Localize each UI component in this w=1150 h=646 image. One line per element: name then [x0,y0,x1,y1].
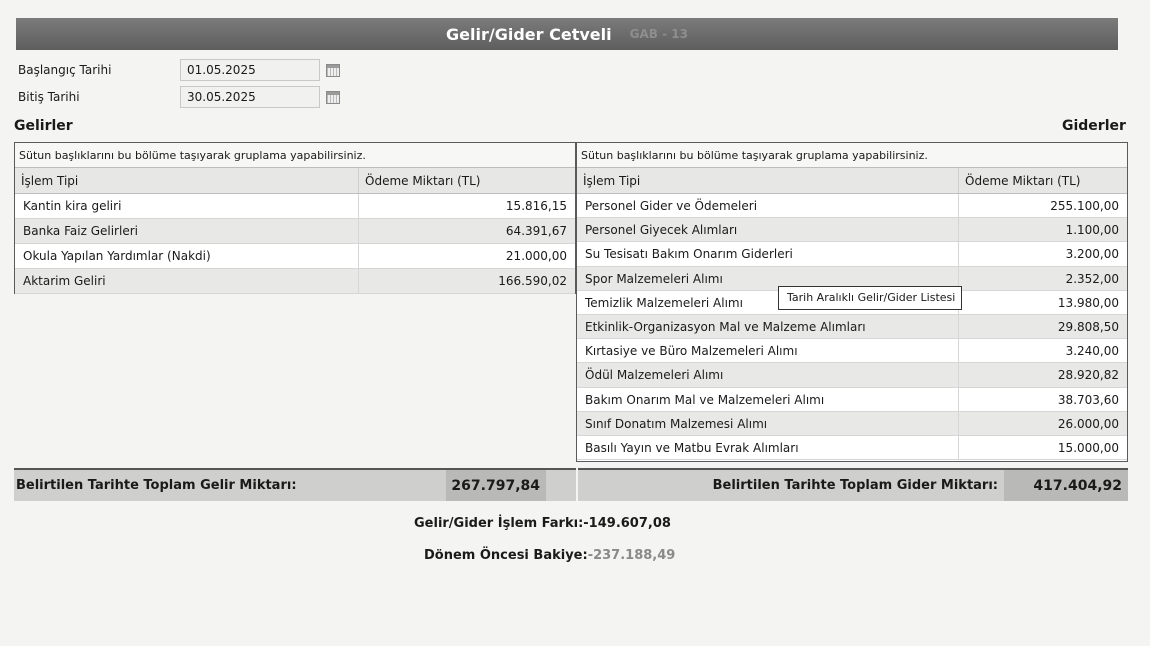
table-row[interactable] [15,244,575,269]
row-amount-cell: 21.000,00 [505,249,567,263]
gelirler-grid [14,142,576,294]
start-date-input[interactable]: 01.05.2025 [180,59,320,81]
row-type-cell: Su Tesisatı Bakım Onarım Giderleri [577,242,959,265]
row-type-cell: Kantin kira geliri [15,194,359,218]
difference-label: Gelir/Gider İşlem Farkı: [414,516,584,531]
table-row[interactable] [15,194,575,219]
table-row[interactable] [577,388,1127,412]
giderler-header-row [577,168,1127,194]
row-type-cell: Spor Malzemeleri Alımı [577,267,959,290]
row-amount-cell: 29.808,50 [1057,319,1119,334]
row-type-cell: Personel Gider ve Ödemeleri [577,194,959,217]
row-type-cell: Banka Faiz Gelirleri [15,219,359,243]
table-row[interactable] [577,194,1127,218]
table-row[interactable] [577,218,1127,242]
table-row[interactable] [577,363,1127,387]
row-amount-cell: 64.391,67 [505,224,567,238]
row-amount-cell: 26.000,00 [1057,416,1119,431]
row-amount-cell: 2.352,00 [1065,271,1119,286]
difference-summary [414,516,671,531]
giderler-heading: Giderler [1062,118,1126,134]
gelir-total-label: Belirtilen Tarihte Toplam Gelir Miktarı: [16,478,297,493]
end-date-label: Bitiş Tarihi [18,90,80,104]
gider-total-bar [578,468,1128,501]
table-row[interactable] [577,412,1127,436]
balance-summary [424,548,675,563]
tooltip: Tarih Aralıklı Gelir/Gider Listesi [778,286,962,310]
row-amount-cell: 1.100,00 [1065,223,1119,238]
calendar-icon[interactable] [326,64,340,77]
row-amount-cell: 13.980,00 [1057,295,1119,310]
gider-total-label: Belirtilen Tarihte Toplam Gider Miktarı: [712,478,998,493]
row-amount-cell: 3.240,00 [1065,344,1119,359]
table-row[interactable] [577,436,1127,460]
row-amount-cell: 15.816,15 [505,199,567,213]
row-amount-cell: 15.000,00 [1057,440,1119,455]
balance-label: Dönem Öncesi Bakiye: [424,548,588,563]
start-date-label: Başlangıç Tarihi [18,63,112,77]
group-by-panel[interactable]: Sütun başlıklarını bu bölüme taşıyarak gruplama yapabilirsiniz. [577,143,1127,168]
column-header-amount[interactable]: Ödeme Miktarı (TL) [365,174,481,188]
group-by-panel[interactable]: Sütun başlıklarını bu bölüme taşıyarak gruplama yapabilirsiniz. [15,143,575,168]
row-type-cell: Okula Yapılan Yardımlar (Nakdi) [15,244,359,268]
table-row[interactable] [577,315,1127,339]
gelir-total-bar [14,468,576,501]
gider-total-value: 417.404,92 [1004,470,1128,501]
calendar-icon[interactable] [326,91,340,104]
start-date-row [18,59,340,81]
row-type-cell: Aktarim Geliri [15,269,359,293]
row-type-cell: Kırtasiye ve Büro Malzemeleri Alımı [577,339,959,362]
table-row[interactable] [577,242,1127,266]
row-type-cell: Etkinlik-Organizasyon Mal ve Malzeme Alımları [577,315,959,338]
gelirler-header-row [15,168,575,194]
row-type-cell: Sınıf Donatım Malzemesi Alımı [577,412,959,435]
balance-value: -237.188,49 [587,548,676,563]
difference-value: -149.607,08 [583,516,671,531]
gelir-total-value: 267.797,84 [446,470,546,501]
title-bar [16,18,1118,50]
table-row[interactable] [15,219,575,244]
row-type-cell: Personel Giyecek Alımları [577,218,959,241]
row-amount-cell: 38.703,60 [1057,392,1119,407]
row-type-cell: Temizlik Malzemeleri Alımı [577,291,959,314]
column-header-type[interactable]: İşlem Tipi [15,168,359,193]
row-amount-cell: 3.200,00 [1065,247,1119,262]
end-date-input[interactable]: 30.05.2025 [180,86,320,108]
row-type-cell: Bakım Onarım Mal ve Malzemeleri Alımı [577,388,959,411]
row-amount-cell: 166.590,02 [498,274,567,288]
row-amount-cell: 255.100,00 [1050,199,1119,213]
row-type-cell: Basılı Yayın ve Matbu Evrak Alımları [577,436,959,459]
table-row[interactable] [577,339,1127,363]
row-amount-cell: 28.920,82 [1057,368,1119,383]
page-title: Gelir/Gider Cetveli [446,24,612,44]
end-date-row [18,86,340,108]
page-code: GAB - 13 [629,27,688,41]
gelirler-heading: Gelirler [14,118,73,134]
table-row[interactable] [15,269,575,294]
row-type-cell: Ödül Malzemeleri Alımı [577,363,959,386]
column-header-amount[interactable]: Ödeme Miktarı (TL) [965,174,1081,188]
column-header-type[interactable]: İşlem Tipi [577,168,959,193]
